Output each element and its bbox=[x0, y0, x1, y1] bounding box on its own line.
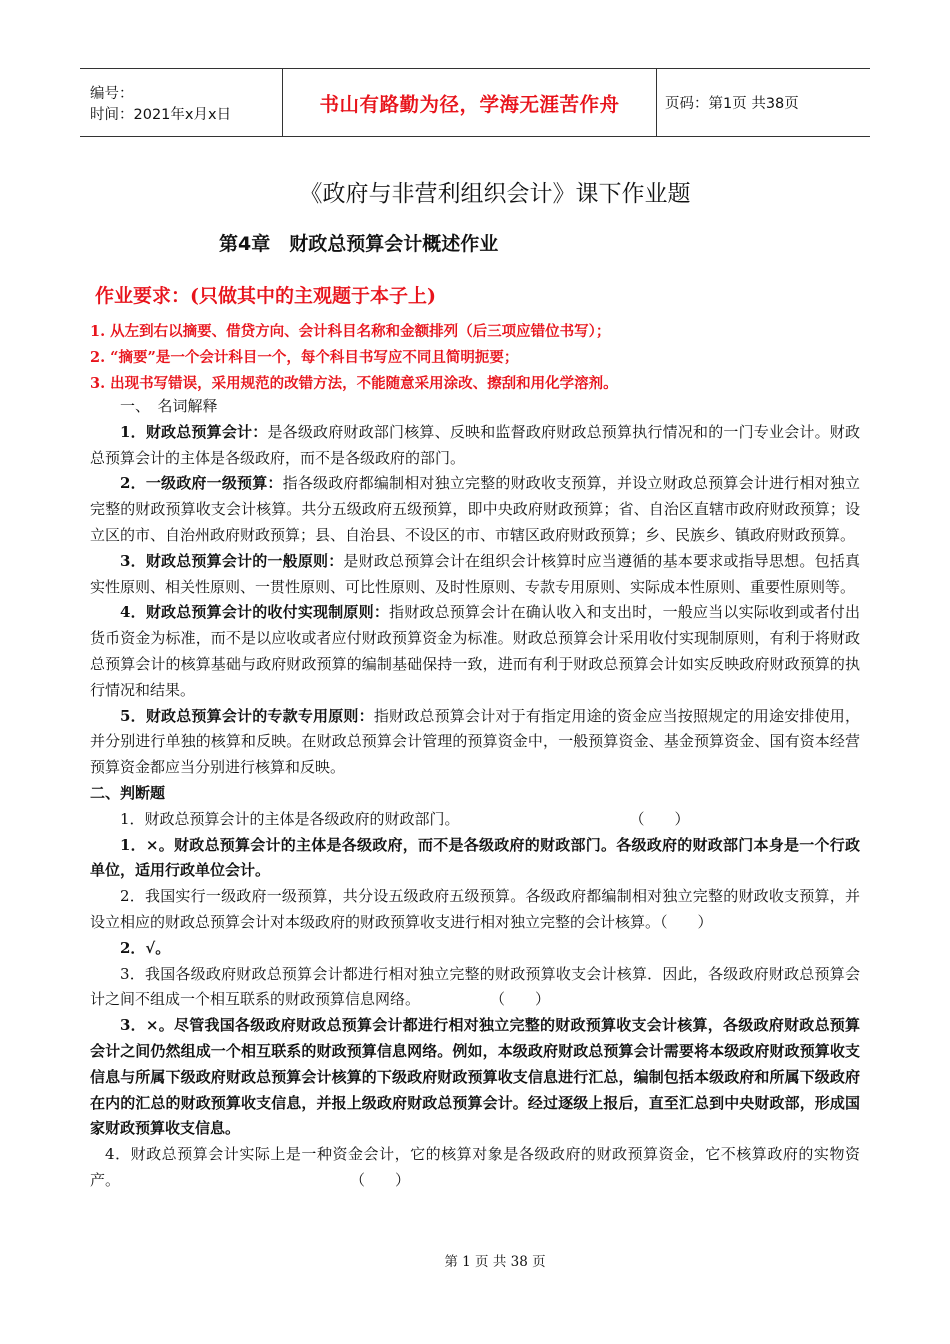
question-text: 4．财政总预算会计实际上是一种资金会计，它的核算对象是各级政府的财政预算资金，它不核算政府的实物资产。 bbox=[90, 1145, 860, 1189]
requirement-item-1: 1. 从左到右以摘要、借贷方向、会计科目名称和金额排列（后三项应错位书写）； bbox=[90, 323, 611, 340]
term-name: 3．财政总预算会计的一般原则： bbox=[120, 551, 344, 570]
header-number: 编号： bbox=[90, 85, 134, 102]
question-text: 2．我国实行一级政府一级预算，共分设五级政府五级预算。各级政府都编制相对独立完整的财政收支预算，并设立相应的财政总预算会计对本级政府的财政预算收支进行相对独立完整的会计核算。 bbox=[90, 887, 860, 931]
question-3 bbox=[90, 962, 860, 1014]
header-motto-cell bbox=[283, 69, 657, 136]
requirement-item-2: 2. “摘要”是一个会计科目一个，每个科目书写应不同且简明扼要； bbox=[90, 349, 519, 366]
term-paragraph-2 bbox=[90, 471, 860, 548]
answer-blank: （ ） bbox=[629, 809, 690, 828]
term-definition: 指财政总预算会计对于有指定用途的资金应当按照规定的用途安排使用，并分别进行单独的核算和反映。在财政总预算会计管理的预算资金中，一般预算资金、基金预算资金、国有资本经营预算资金都应当分别进行核算和反映。 bbox=[90, 706, 860, 777]
question-4 bbox=[90, 1142, 860, 1194]
answer-2: 2．√。 bbox=[120, 938, 171, 957]
page-header bbox=[80, 68, 870, 137]
requirements-title: 作业要求：(只做其中的主观题于本子上) bbox=[95, 285, 436, 307]
header-motto: 书山有路勤为径，学海无涯苦作舟 bbox=[319, 92, 620, 116]
answer-blank: （ ） bbox=[660, 912, 713, 931]
term-paragraph-1 bbox=[90, 420, 860, 472]
term-definition: 指财政总预算会计在确认收入和支出时，一般应当以实际收到或者付出货币资金为标准，而不是以应收或者应付财政预算资金为标准。财政总预算会计采用收付实现制原则，有利于将财政总预算会计的核算基础与政府财政预算的编制基础保持一致，进而有利于财政总预算会计如实反映政府财政预算的执行情况和结果。 bbox=[90, 603, 860, 699]
term-paragraph-4 bbox=[90, 600, 860, 703]
term-paragraph-5 bbox=[90, 704, 860, 781]
header-page-cell bbox=[657, 69, 870, 136]
answer-blank: （ ） bbox=[350, 1170, 411, 1189]
answer-blank: （ ） bbox=[490, 990, 551, 1009]
term-definition: 指各级政府都编制相对独立完整的财政收支预算，并设立财政总预算会计进行相对独立完整的财政预算收支会计核算。共分五级政府五级预算，即中央政府财政预算；省、自治区直辖市政府财政预算；设立区的市、自治州政府财政预算；县、自治县、不设区的市、市辖区政府财政预算；乡、民族乡、镇政府财政预算。 bbox=[90, 474, 860, 544]
answer-3: 3．×。尽管我国各级政府财政总预算会计都进行相对独立完整的财政预算收支会计核算，各级政府财政总预算会计之间仍然组成一个相互联系的财政预算信息网络。例如，本级政府财政总预算会计需要将本级政府财政预算收支信息与所属下级政府财政总预算会计核算的下级政府财政预算收支信息进行汇总，编制包括本级政府和所属下级政府在内的汇总的财政预算收支信息，并报上级政府财政总预算会计。经过逐级上报后，直至汇总到中央财政部，形成国家财政预算收支信息。 bbox=[90, 1016, 860, 1138]
term-name: 5．财政总预算会计的专款专用原则： bbox=[120, 706, 374, 725]
question-text: 1．财政总预算会计的主体是各级政府的财政部门。 bbox=[120, 809, 460, 828]
term-name: 2．一级政府一级预算： bbox=[120, 474, 283, 493]
section-heading-judgement: 二、判断题 bbox=[90, 783, 166, 802]
question-1 bbox=[90, 807, 860, 833]
document-title: 《政府与非营利组织会计》课下作业题 bbox=[299, 181, 691, 207]
document-body bbox=[90, 394, 860, 1194]
header-meta bbox=[80, 69, 283, 136]
requirement-item-3: 3. 出现书写错误，采用规范的改错方法，不能随意采用涂改、擦刮和用化学溶剂。 bbox=[90, 375, 618, 392]
header-page-info: 页码：第1页 共38页 bbox=[665, 96, 799, 112]
page-footer: 第 1 页 共 38 页 bbox=[444, 1254, 546, 1270]
chapter-title: 第4章 财政总预算会计概述作业 bbox=[219, 233, 499, 255]
question-text: 3．我国各级政府财政总预算会计都进行相对独立完整的财政预算收支会计核算．因此，各级政府财政总预算会计之间不组成一个相互联系的财政预算信息网络。 bbox=[90, 964, 860, 1009]
term-paragraph-3 bbox=[90, 549, 860, 601]
answer-1: 1．×。财政总预算会计的主体是各级政府，而不是各级政府的财政部门。各级政府的财政部门本身是一个行政单位，适用行政单位会计。 bbox=[90, 835, 860, 880]
section-heading-terms: 一、 名词解释 bbox=[120, 397, 218, 415]
term-name: 4．财政总预算会计的收付实现制原则： bbox=[120, 603, 390, 622]
question-2 bbox=[90, 884, 860, 936]
header-time: 时间：2021年x月x日 bbox=[90, 106, 232, 123]
term-definition: 是各级政府财政部门核算、反映和监督政府财政总预算执行情况和的一门专业会计。财政总预算会计的主体是各级政府，而不是各级政府的部门。 bbox=[90, 422, 860, 467]
term-definition: 是财政总预算会计在组织会计核算时应当遵循的基本要求或指导思想。包括真实性原则、相关性原则、一贯性原则、可比性原则、及时性原则、专款专用原则、实际成本性原则、重要性原则等。 bbox=[90, 551, 860, 596]
term-name: 1．财政总预算会计： bbox=[120, 422, 268, 441]
